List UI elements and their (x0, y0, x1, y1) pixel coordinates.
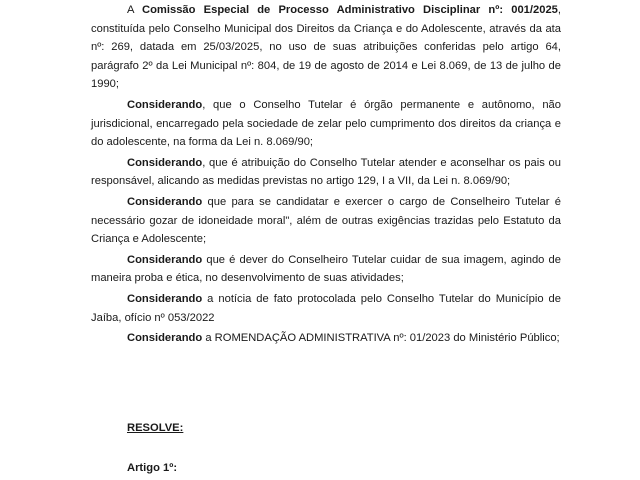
resolve-heading: RESOLVE: (127, 422, 184, 434)
considerando-text: que para se candidatar e exercer o cargo de Conselheiro Tutelar é necessário gozar de idoneidade moral", além de outras exigências trazidas pelo Estatuto da Criança e Adolescente; (91, 195, 561, 246)
considerando-paragraph-5 (91, 290, 561, 327)
document-body (91, 1, 561, 348)
considerando-paragraph-6 (91, 329, 561, 348)
intro-paragraph (91, 1, 561, 94)
considerando-keyword: Considerando (127, 292, 203, 305)
considerando-text: a notícia de fato protocolada pelo Conselho Tutelar do Município de Jaíba, ofício nº 053/2022 (91, 292, 561, 324)
considerando-paragraph-3 (91, 193, 561, 249)
artigo-heading: Artigo 1º: (127, 462, 178, 474)
considerando-paragraph-4 (91, 251, 561, 288)
considerando-text: que é dever do Conselheiro Tutelar cuidar de sua imagem, agindo de maneira proba e ética, no desenvolvimento de suas atividades; (91, 253, 561, 285)
considerando-keyword: Considerando (127, 156, 203, 169)
considerando-keyword: Considerando (127, 98, 203, 111)
considerando-paragraph-2 (91, 154, 561, 191)
considerando-keyword: Considerando (127, 253, 203, 266)
considerando-paragraph-1 (91, 96, 561, 152)
considerando-keyword: Considerando (127, 195, 203, 208)
considerando-keyword: Considerando (127, 332, 203, 345)
intro-rest: , constituída pelo Conselho Municipal dos Direitos da Criança e do Adolescente, através da ata nº: 269, datada em 25/03/2025, no uso de suas atribuições conferidas pelo artigo 64, parágrafo 2º da Lei Municipal nº: 804, de 19 de agosto de 2014 e Lei 8.069, de 13 de julho de 1990; (91, 4, 562, 91)
considerando-text: , que é atribuição do Conselho Tutelar atender e aconselhar os pais ou responsável, alicando as medidas previstas no artigo 129, I a VII, da Lei n. 8.069/90; (91, 156, 561, 188)
considerando-text: a ROMENDAÇÃO ADMINISTRATIVA nº: 01/2023 do Ministério Público; (202, 332, 560, 345)
commission-name: Comissão Especial de Processo Administrativo Disciplinar nº: 001/2025 (142, 4, 558, 16)
considerando-text: , que o Conselho Tutelar é órgão permanente e autônomo, não jurisdicional, encarregado pela sociedade de zelar pelo cumprimento dos direitos da criança e do adolescente, na forma da Lei n. 8.069/90; (91, 98, 561, 149)
intro-prefix: A (127, 4, 143, 16)
